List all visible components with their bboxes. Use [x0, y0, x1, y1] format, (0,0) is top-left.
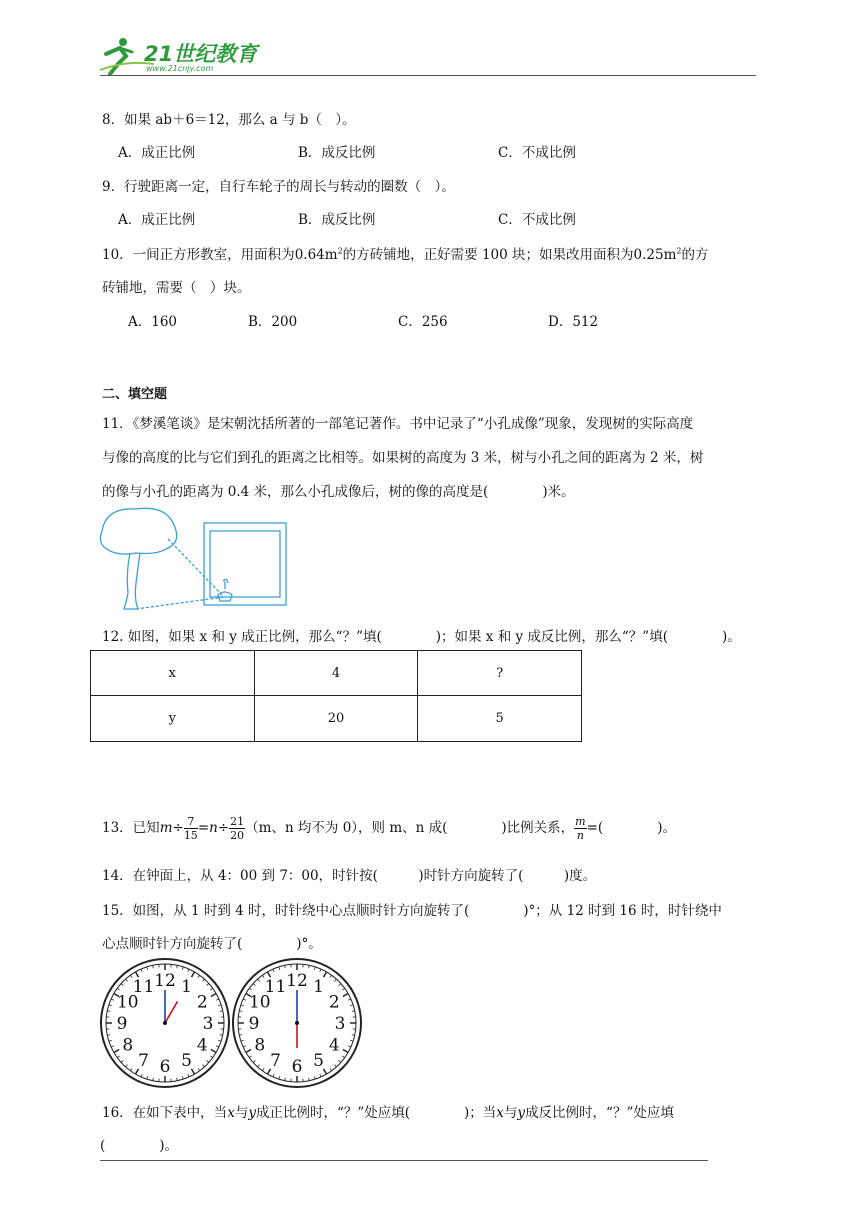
clock-number: 9 — [248, 1014, 260, 1034]
clock-left — [101, 959, 229, 1087]
q13-line: 13．已知m÷ $\frac{7}{15}$ =n÷ $\frac{21}{20}$ （m、n 均不为 0），则 m、n 成( )比例关系， $\frac{m}{n}$ =( )。 — [102, 815, 676, 842]
q11-line3: 的像与小孔的距离为 0.4 米，那么小孔成像后，树的像的高度是( )米。 — [102, 484, 575, 500]
clock-number: 7 — [138, 1051, 149, 1072]
tree-crown — [100, 508, 176, 554]
light-ray-bottom — [136, 597, 224, 609]
clock-number: 10 — [116, 992, 139, 1013]
pinhole-figure — [96, 503, 296, 615]
clock-number: 12 — [286, 971, 308, 991]
header-divider — [100, 75, 756, 76]
q10-option-b[interactable]: B．200 — [248, 314, 298, 330]
clock-number: 8 — [122, 1035, 134, 1056]
clock-number: 8 — [254, 1035, 266, 1056]
clock-number: 4 — [196, 1035, 208, 1056]
clock-number: 6 — [159, 1057, 171, 1077]
tree-trunk — [124, 553, 140, 609]
clock-number: 12 — [154, 971, 176, 991]
q8-option-b[interactable]: B．成反比例 — [298, 145, 376, 161]
q16-line1: 16．在如下表中，当x与y成正比例时，“？”处应填( )；当x与y成反比例时，“？”处应填 — [102, 1105, 674, 1121]
q10-area1: 0.64m — [294, 247, 338, 263]
clock-number: 3 — [334, 1014, 346, 1034]
q15-line1: 15．如图，从 1 时到 4 时，时针绕中心点顺时针方向旋转了( )°；从 12 时到 16 时，时针绕中 — [102, 903, 722, 919]
q10-option-a[interactable]: A．160 — [128, 314, 178, 330]
table-cell: 5 — [418, 696, 582, 742]
q9-option-c[interactable]: C．不成比例 — [498, 212, 576, 228]
fraction-21-20: $\frac{21}{20}$ — [230, 815, 245, 842]
logo-text: 21世纪教育 — [144, 42, 258, 66]
clock-number: 3 — [202, 1014, 214, 1034]
q10-option-d[interactable]: D．512 — [548, 314, 599, 330]
table-row — [91, 696, 582, 742]
table-cell: y — [91, 696, 255, 742]
clocks-figure — [99, 958, 369, 1088]
logo — [96, 34, 266, 78]
clock-number: 11 — [264, 976, 287, 997]
clock-number: 6 — [291, 1057, 303, 1077]
q14-text: 14．在钟面上，从 4：00 到 7：00，时针按( )时针方向旋转了( )度。 — [102, 868, 597, 884]
clock-number: 9 — [116, 1014, 128, 1034]
box-outer — [204, 523, 286, 605]
table-cell: 4 — [254, 651, 418, 696]
clock-right — [233, 959, 361, 1087]
table-cell: x — [91, 651, 255, 696]
q15-line2: 心点顺时针方向旋转了( )°。 — [102, 936, 322, 952]
clock-number: 1 — [313, 976, 324, 997]
table-cell: ? — [418, 651, 582, 696]
table-cell: 20 — [254, 696, 418, 742]
q10-area2: 0.25m — [633, 247, 677, 263]
table-row — [91, 651, 582, 696]
q11-line1: 11．《梦溪笔谈》是宋朝沈括所著的一部笔记著作。书中记录了“小孔成像”现象，发现树的实际高度 — [102, 416, 694, 432]
clock-number: 1 — [181, 976, 192, 997]
clock-number: 5 — [181, 1051, 192, 1072]
fraction-m-n: $\frac{m}{n}$ — [575, 815, 586, 842]
clock-number: 4 — [328, 1035, 340, 1056]
q10-option-c[interactable]: C．256 — [398, 314, 448, 330]
clock-number: 2 — [328, 992, 340, 1013]
clock-number: 10 — [248, 992, 271, 1013]
q9-option-b[interactable]: B．成反比例 — [298, 212, 376, 228]
q8-option-c[interactable]: C．不成比例 — [498, 145, 576, 161]
q16-line2: ( )。 — [100, 1138, 179, 1154]
q9-option-a[interactable]: A．成正比例 — [118, 212, 196, 228]
q10-line2: 砖铺地，需要（ ）块。 — [102, 280, 251, 296]
box-inner — [210, 531, 280, 597]
logo-url: www.21cnjy.com — [146, 64, 214, 73]
q12-stem: 12. 如图，如果 x 和 y 成正比例，那么“？”填( )；如果 x 和 y 成反比例，那么“？”填( )。 — [102, 629, 741, 645]
footer-divider — [100, 1160, 708, 1161]
clock-number: 7 — [270, 1051, 281, 1072]
fraction-7-15: $\frac{7}{15}$ — [183, 815, 198, 842]
q8-stem: 8．如果 ab＋6＝12，那么 a 与 b（ ）。 — [102, 112, 356, 128]
light-ray-top — [168, 539, 224, 597]
q8-option-a[interactable]: A．成正比例 — [118, 145, 196, 161]
clock-number: 2 — [196, 992, 208, 1013]
q12-table — [90, 650, 582, 742]
section-title: 二、填空题 — [102, 387, 168, 402]
clock-number: 11 — [132, 976, 155, 997]
q9-stem: 9．行驶距离一定，自行车轮子的周长与转动的圈数（ ）。 — [102, 179, 455, 195]
q11-line2: 与像的高度的比与它们到孔的距离之比相等。如果树的高度为 3 米，树与小孔之间的距离为 2 米，树 — [102, 450, 704, 466]
clock-number: 5 — [313, 1051, 324, 1072]
q10-line1: 10．一间正方形教室，用面积为$0.64m^2$的方砖铺地，正好需要 100 块；如果改用面积为$0.25m^2$的方 — [102, 246, 709, 263]
